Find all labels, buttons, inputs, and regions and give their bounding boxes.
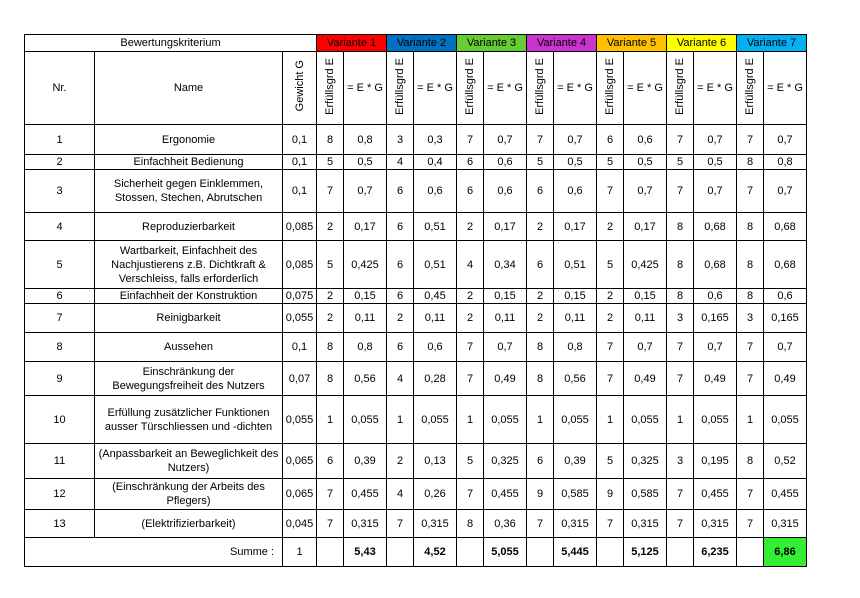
table-row <box>25 444 807 479</box>
product-value: 0,15 <box>484 289 527 304</box>
product-value: 0,56 <box>554 362 597 396</box>
fulfil-value: 6 <box>387 170 414 213</box>
fulfil-value: 2 <box>387 444 414 479</box>
product-value: 0,315 <box>414 510 457 538</box>
product-value: 0,4 <box>414 155 457 170</box>
product-value: 0,39 <box>344 444 387 479</box>
product-value: 0,28 <box>414 362 457 396</box>
fulfil-header-label: Erfüllsgrd E <box>394 57 406 115</box>
fulfil-value: 5 <box>317 241 344 289</box>
fulfil-value: 5 <box>317 155 344 170</box>
fulfil-value: 6 <box>387 241 414 289</box>
fulfil-value: 6 <box>527 444 554 479</box>
fulfil-value: 8 <box>317 362 344 396</box>
fulfil-value: 7 <box>737 170 764 213</box>
table-row <box>25 170 807 213</box>
fulfil-value: 7 <box>387 510 414 538</box>
fulfil-value: 7 <box>667 479 694 510</box>
fulfil-header-label: Erfüllsgrd E <box>324 57 336 115</box>
fulfil-value: 7 <box>457 333 484 362</box>
product-value: 0,17 <box>344 213 387 241</box>
product-value: 0,11 <box>414 304 457 333</box>
fulfil-header-v7 <box>737 52 764 125</box>
fulfil-value: 6 <box>597 125 624 155</box>
fulfil-value: 6 <box>457 170 484 213</box>
product-value: 0,7 <box>554 125 597 155</box>
product-value: 0,51 <box>414 241 457 289</box>
product-value: 0,56 <box>344 362 387 396</box>
fulfil-value: 2 <box>527 289 554 304</box>
weight-value: 0,065 <box>283 479 317 510</box>
criterion-name: Einfachheit Bedienung <box>95 155 283 170</box>
variant-4-header: Variante 4 <box>527 35 597 52</box>
row-number: 6 <box>25 289 95 304</box>
fulfil-value: 7 <box>527 125 554 155</box>
fulfil-value: 5 <box>457 444 484 479</box>
fulfil-header-label: Erfüllsgrd E <box>744 57 756 115</box>
fulfil-value: 8 <box>527 362 554 396</box>
weight-value: 0,1 <box>283 125 317 155</box>
variant-3-header: Variante 3 <box>457 35 527 52</box>
fulfil-value: 8 <box>317 333 344 362</box>
fulfil-value: 8 <box>737 444 764 479</box>
fulfil-value: 7 <box>457 362 484 396</box>
fulfil-value: 8 <box>667 289 694 304</box>
fulfil-value: 7 <box>737 479 764 510</box>
sum-total-v4: 5,445 <box>554 538 597 567</box>
product-value: 0,6 <box>484 170 527 213</box>
header-row-columns <box>25 52 807 125</box>
fulfil-header-v4 <box>527 52 554 125</box>
row-number: 8 <box>25 333 95 362</box>
variant-5-header: Variante 5 <box>597 35 667 52</box>
product-value: 0,7 <box>484 333 527 362</box>
fulfil-value: 2 <box>597 289 624 304</box>
product-header-v3: = E * G <box>484 52 527 125</box>
fulfil-value: 2 <box>527 304 554 333</box>
sum-blank <box>387 538 414 567</box>
table-row <box>25 289 807 304</box>
row-number: 12 <box>25 479 95 510</box>
weight-value: 0,045 <box>283 510 317 538</box>
product-value: 0,425 <box>624 241 667 289</box>
fulfil-value: 7 <box>317 170 344 213</box>
product-value: 0,5 <box>554 155 597 170</box>
product-value: 0,49 <box>624 362 667 396</box>
product-header-v4: = E * G <box>554 52 597 125</box>
product-value: 0,455 <box>344 479 387 510</box>
product-value: 0,585 <box>554 479 597 510</box>
row-number: 3 <box>25 170 95 213</box>
fulfil-value: 9 <box>597 479 624 510</box>
fulfil-value: 1 <box>737 396 764 444</box>
product-header-v2: = E * G <box>414 52 457 125</box>
fulfil-value: 4 <box>387 479 414 510</box>
product-value: 0,34 <box>484 241 527 289</box>
product-value: 0,7 <box>344 170 387 213</box>
fulfil-header-v1 <box>317 52 344 125</box>
fulfil-value: 3 <box>737 304 764 333</box>
product-header-v6: = E * G <box>694 52 737 125</box>
weight-value: 0,055 <box>283 396 317 444</box>
product-value: 0,5 <box>344 155 387 170</box>
weight-value: 0,1 <box>283 333 317 362</box>
product-value: 0,68 <box>694 213 737 241</box>
product-value: 0,11 <box>624 304 667 333</box>
fulfil-value: 8 <box>527 333 554 362</box>
row-number: 10 <box>25 396 95 444</box>
row-number: 4 <box>25 213 95 241</box>
fulfil-header-v3 <box>457 52 484 125</box>
product-value: 0,315 <box>344 510 387 538</box>
fulfil-value: 5 <box>667 155 694 170</box>
fulfil-value: 2 <box>457 289 484 304</box>
fulfil-value: 2 <box>457 213 484 241</box>
fulfil-value: 1 <box>457 396 484 444</box>
fulfil-value: 8 <box>737 289 764 304</box>
sum-blank <box>457 538 484 567</box>
fulfil-header-label: Erfüllsgrd E <box>674 57 686 115</box>
product-value: 0,8 <box>554 333 597 362</box>
fulfil-value: 1 <box>317 396 344 444</box>
product-value: 0,8 <box>344 125 387 155</box>
product-header-v7: = E * G <box>764 52 807 125</box>
criterion-name: (Anpassbarkeit an Beweglichkeit des Nutzers) <box>95 444 283 479</box>
fulfil-value: 1 <box>527 396 554 444</box>
product-value: 0,315 <box>694 510 737 538</box>
criterion-name: (Einschränkung der Arbeits des Pflegers) <box>95 479 283 510</box>
sum-blank <box>527 538 554 567</box>
nr-header: Nr. <box>25 52 95 125</box>
fulfil-header-label: Erfüllsgrd E <box>604 57 616 115</box>
product-value: 0,7 <box>624 333 667 362</box>
product-value: 0,13 <box>414 444 457 479</box>
product-value: 0,055 <box>764 396 807 444</box>
sum-blank <box>737 538 764 567</box>
fulfil-value: 7 <box>597 333 624 362</box>
weight-value: 0,1 <box>283 155 317 170</box>
product-value: 0,7 <box>694 333 737 362</box>
row-number: 5 <box>25 241 95 289</box>
variant-2-header: Variante 2 <box>387 35 457 52</box>
weight-value: 0,055 <box>283 304 317 333</box>
fulfil-value: 2 <box>387 304 414 333</box>
fulfil-value: 8 <box>737 213 764 241</box>
product-value: 0,315 <box>764 510 807 538</box>
criterion-name: Erfüllung zusätzlicher Funktionen ausser Türschliessen und -dichten <box>95 396 283 444</box>
fulfil-value: 6 <box>387 289 414 304</box>
product-value: 0,055 <box>624 396 667 444</box>
product-value: 0,6 <box>554 170 597 213</box>
product-value: 0,6 <box>694 289 737 304</box>
product-value: 0,36 <box>484 510 527 538</box>
product-value: 0,455 <box>694 479 737 510</box>
fulfil-header-label: Erfüllsgrd E <box>464 57 476 115</box>
sum-total-v7: 6,86 <box>764 538 807 567</box>
criterion-name: Aussehen <box>95 333 283 362</box>
product-value: 0,8 <box>344 333 387 362</box>
product-value: 0,315 <box>554 510 597 538</box>
product-value: 0,39 <box>554 444 597 479</box>
fulfil-value: 7 <box>667 362 694 396</box>
sum-row <box>25 538 807 567</box>
fulfil-value: 7 <box>667 510 694 538</box>
fulfil-value: 1 <box>667 396 694 444</box>
fulfil-value: 7 <box>737 510 764 538</box>
fulfil-value: 6 <box>387 213 414 241</box>
fulfil-value: 4 <box>457 241 484 289</box>
sum-blank <box>597 538 624 567</box>
table-row <box>25 241 807 289</box>
product-value: 0,49 <box>484 362 527 396</box>
product-value: 0,6 <box>624 125 667 155</box>
product-value: 0,6 <box>484 155 527 170</box>
product-value: 0,055 <box>484 396 527 444</box>
row-number: 1 <box>25 125 95 155</box>
fulfil-header-v6 <box>667 52 694 125</box>
criterion-name: Reinigbarkeit <box>95 304 283 333</box>
fulfil-value: 2 <box>597 213 624 241</box>
criterion-name: Ergonomie <box>95 125 283 155</box>
fulfil-value: 6 <box>457 155 484 170</box>
fulfil-value: 1 <box>597 396 624 444</box>
product-value: 0,17 <box>554 213 597 241</box>
evaluation-table <box>24 34 807 567</box>
fulfil-value: 6 <box>527 170 554 213</box>
fulfil-value: 7 <box>737 125 764 155</box>
weight-value: 0,075 <box>283 289 317 304</box>
fulfil-value: 1 <box>387 396 414 444</box>
fulfil-value: 7 <box>597 170 624 213</box>
product-value: 0,45 <box>414 289 457 304</box>
product-value: 0,15 <box>344 289 387 304</box>
product-value: 0,6 <box>414 333 457 362</box>
product-value: 0,49 <box>764 362 807 396</box>
product-value: 0,055 <box>554 396 597 444</box>
sum-blank <box>317 538 344 567</box>
criterion-name: Sicherheit gegen Einklemmen, Stossen, Stechen, Abrutschen <box>95 170 283 213</box>
weight-value: 0,065 <box>283 444 317 479</box>
product-value: 0,51 <box>554 241 597 289</box>
sum-weight: 1 <box>283 538 317 567</box>
fulfil-value: 2 <box>317 304 344 333</box>
fulfil-value: 2 <box>597 304 624 333</box>
product-value: 0,165 <box>694 304 737 333</box>
fulfil-value: 7 <box>667 125 694 155</box>
variant-7-header: Variante 7 <box>737 35 807 52</box>
product-value: 0,585 <box>624 479 667 510</box>
fulfil-value: 5 <box>597 444 624 479</box>
fulfil-value: 7 <box>457 479 484 510</box>
product-value: 0,165 <box>764 304 807 333</box>
product-value: 0,26 <box>414 479 457 510</box>
fulfil-value: 4 <box>387 362 414 396</box>
fulfil-value: 6 <box>527 241 554 289</box>
fulfil-value: 7 <box>457 125 484 155</box>
fulfil-value: 7 <box>317 510 344 538</box>
sum-blank <box>667 538 694 567</box>
name-header: Name <box>95 52 283 125</box>
product-value: 0,455 <box>764 479 807 510</box>
fulfil-value: 2 <box>317 289 344 304</box>
fulfil-value: 7 <box>667 170 694 213</box>
fulfil-header-label: Erfüllsgrd E <box>534 57 546 115</box>
product-value: 0,5 <box>624 155 667 170</box>
product-value: 0,17 <box>484 213 527 241</box>
product-value: 0,6 <box>414 170 457 213</box>
fulfil-value: 2 <box>527 213 554 241</box>
product-value: 0,49 <box>694 362 737 396</box>
fulfil-value: 5 <box>597 155 624 170</box>
sum-total-v2: 4,52 <box>414 538 457 567</box>
fulfil-header-v2 <box>387 52 414 125</box>
table-row <box>25 479 807 510</box>
sum-total-v3: 5,055 <box>484 538 527 567</box>
row-number: 9 <box>25 362 95 396</box>
table-row <box>25 213 807 241</box>
table-row <box>25 304 807 333</box>
criterion-name: Wartbarkeit, Einfachheit des Nachjustierens z.B. Dichtkraft & Verschleiss, falls erforderlich <box>95 241 283 289</box>
product-value: 0,11 <box>554 304 597 333</box>
product-value: 0,11 <box>484 304 527 333</box>
fulfil-value: 7 <box>667 333 694 362</box>
product-header-v5: = E * G <box>624 52 667 125</box>
fulfil-value: 8 <box>667 241 694 289</box>
product-header-v1: = E * G <box>344 52 387 125</box>
fulfil-value: 3 <box>667 304 694 333</box>
fulfil-value: 7 <box>737 362 764 396</box>
header-row-variants <box>25 35 807 52</box>
weight-value: 0,085 <box>283 213 317 241</box>
product-value: 0,195 <box>694 444 737 479</box>
product-value: 0,15 <box>624 289 667 304</box>
fulfil-value: 7 <box>737 333 764 362</box>
table-row <box>25 125 807 155</box>
fulfil-value: 2 <box>457 304 484 333</box>
fulfil-value: 5 <box>597 241 624 289</box>
row-number: 7 <box>25 304 95 333</box>
product-value: 0,315 <box>624 510 667 538</box>
product-value: 0,7 <box>624 170 667 213</box>
weight-value: 0,1 <box>283 170 317 213</box>
product-value: 0,3 <box>414 125 457 155</box>
fulfil-value: 5 <box>527 155 554 170</box>
product-value: 0,7 <box>694 125 737 155</box>
product-value: 0,8 <box>764 155 807 170</box>
fulfil-value: 9 <box>527 479 554 510</box>
row-number: 2 <box>25 155 95 170</box>
product-value: 0,17 <box>624 213 667 241</box>
fulfil-value: 8 <box>667 213 694 241</box>
fulfil-value: 8 <box>737 155 764 170</box>
criterion-name: (Elektrifizierbarkeit) <box>95 510 283 538</box>
table-row <box>25 396 807 444</box>
product-value: 0,68 <box>764 213 807 241</box>
fulfil-value: 8 <box>737 241 764 289</box>
fulfil-value: 3 <box>667 444 694 479</box>
product-value: 0,325 <box>624 444 667 479</box>
product-value: 0,68 <box>764 241 807 289</box>
fulfil-value: 6 <box>387 333 414 362</box>
sum-total-v1: 5,43 <box>344 538 387 567</box>
table-row <box>25 510 807 538</box>
sum-total-v5: 5,125 <box>624 538 667 567</box>
product-value: 0,455 <box>484 479 527 510</box>
product-value: 0,7 <box>484 125 527 155</box>
criterion-name: Einfachheit der Konstruktion <box>95 289 283 304</box>
fulfil-value: 7 <box>317 479 344 510</box>
product-value: 0,425 <box>344 241 387 289</box>
fulfil-value: 7 <box>527 510 554 538</box>
product-value: 0,15 <box>554 289 597 304</box>
product-value: 0,055 <box>694 396 737 444</box>
product-value: 0,68 <box>694 241 737 289</box>
fulfil-value: 6 <box>317 444 344 479</box>
table-row <box>25 333 807 362</box>
product-value: 0,7 <box>764 333 807 362</box>
row-number: 11 <box>25 444 95 479</box>
row-number: 13 <box>25 510 95 538</box>
product-value: 0,7 <box>764 125 807 155</box>
product-value: 0,11 <box>344 304 387 333</box>
variant-6-header: Variante 6 <box>667 35 737 52</box>
fulfil-value: 7 <box>597 510 624 538</box>
product-value: 0,7 <box>764 170 807 213</box>
fulfil-value: 7 <box>597 362 624 396</box>
sum-label: Summe : <box>25 538 283 567</box>
fulfil-value: 8 <box>317 125 344 155</box>
fulfil-value: 2 <box>317 213 344 241</box>
product-value: 0,7 <box>694 170 737 213</box>
weight-value: 0,085 <box>283 241 317 289</box>
product-value: 0,51 <box>414 213 457 241</box>
product-value: 0,325 <box>484 444 527 479</box>
weight-value: 0,07 <box>283 362 317 396</box>
product-value: 0,52 <box>764 444 807 479</box>
sum-total-v6: 6,235 <box>694 538 737 567</box>
product-value: 0,055 <box>414 396 457 444</box>
criterion-header: Bewertungskriterium <box>25 35 317 52</box>
product-value: 0,6 <box>764 289 807 304</box>
product-value: 0,055 <box>344 396 387 444</box>
fulfil-value: 4 <box>387 155 414 170</box>
fulfil-value: 8 <box>457 510 484 538</box>
weight-header-label: Gewicht G <box>293 60 306 112</box>
criterion-name: Einschränkung der Bewegungsfreiheit des Nutzers <box>95 362 283 396</box>
fulfil-value: 3 <box>387 125 414 155</box>
table-row <box>25 362 807 396</box>
fulfil-header-v5 <box>597 52 624 125</box>
variant-1-header: Variante 1 <box>317 35 387 52</box>
table-row <box>25 155 807 170</box>
weight-header <box>283 52 317 125</box>
product-value: 0,5 <box>694 155 737 170</box>
criterion-name: Reproduzierbarkeit <box>95 213 283 241</box>
